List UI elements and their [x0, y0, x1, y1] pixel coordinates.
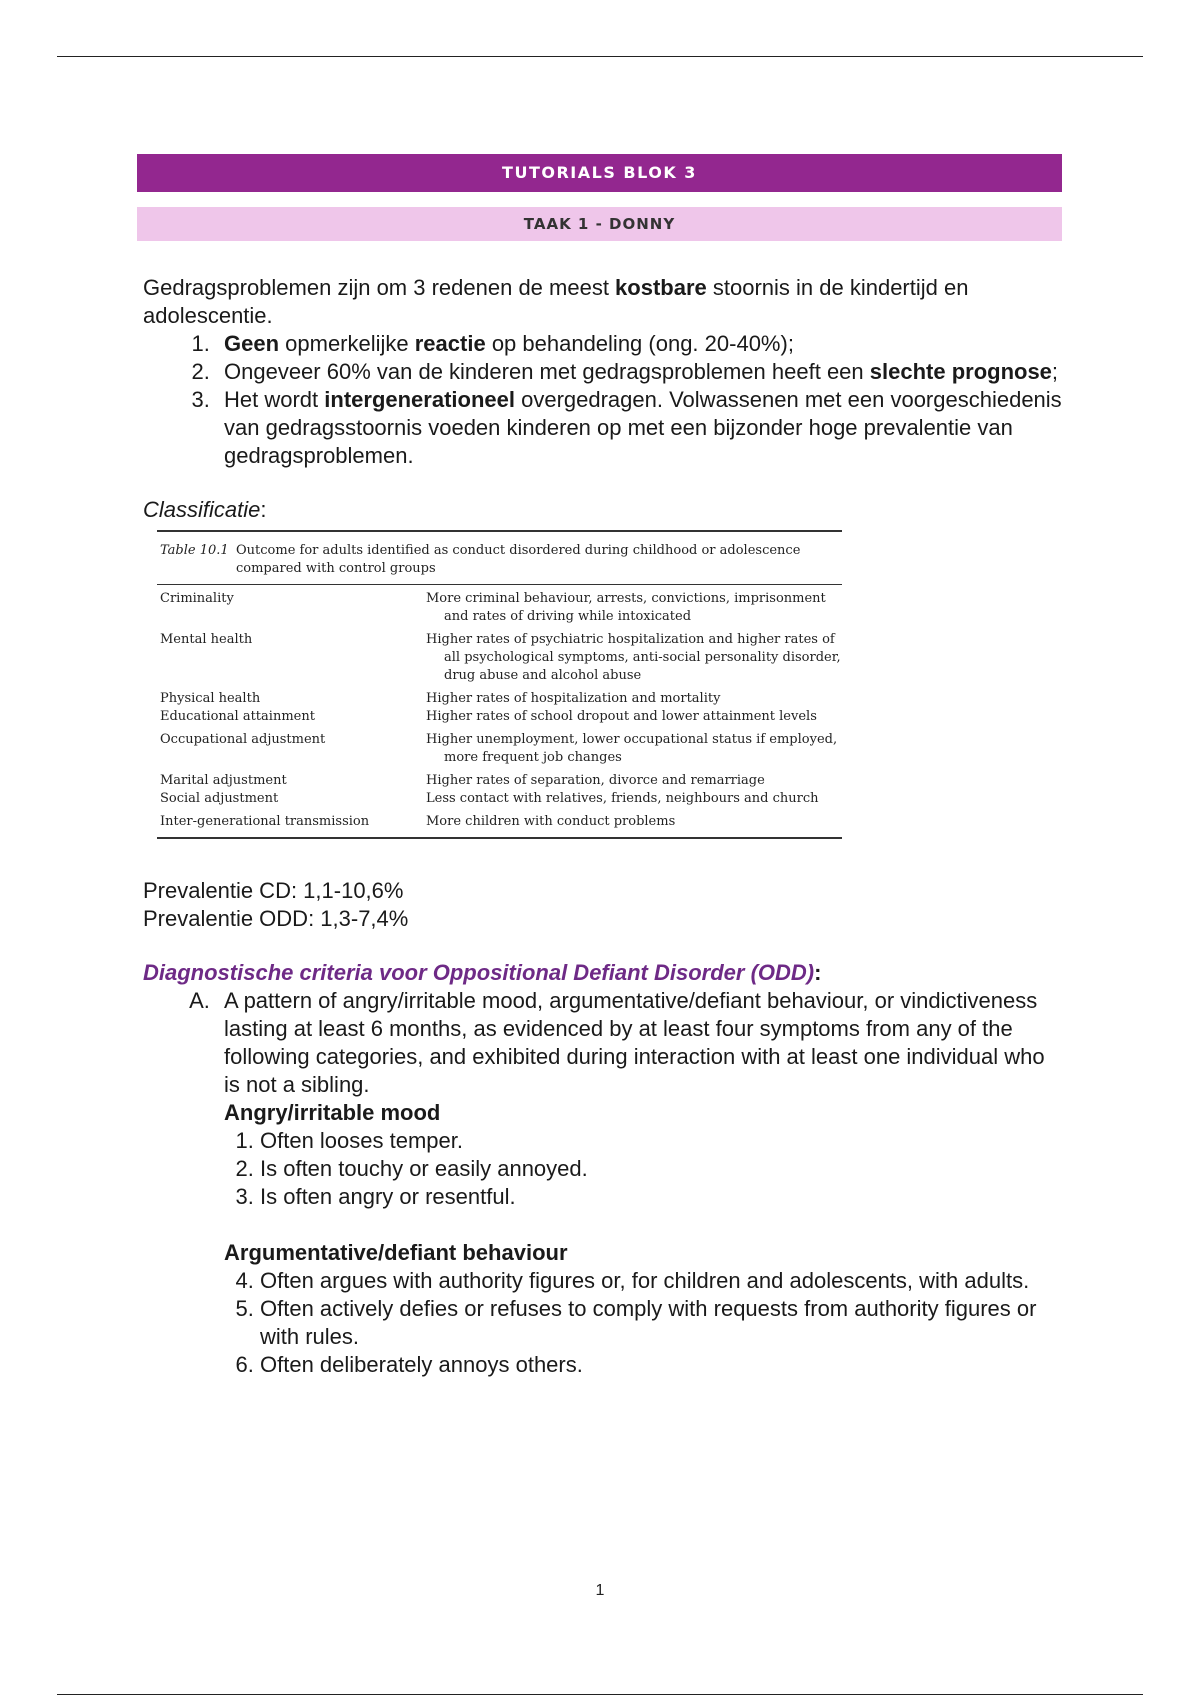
- prevalence-cd: Prevalentie CD: 1,1-10,6%: [143, 878, 404, 903]
- prevalence-block: [143, 877, 1063, 933]
- task-subtitle: TAAK 1 - DONNY: [523, 215, 676, 233]
- list-item: 1. Often looses temper.: [260, 1127, 1063, 1155]
- table-row: Physical health Higher rates of hospitalization and mortality: [160, 691, 721, 706]
- table-row: Mental health Higher rates of psychiatric hospitalization and higher rates of all psychological symptoms, anti-social personality disorder, drug abuse and alcohol abuse: [160, 632, 841, 683]
- list-item: 5. Often actively defies or refuses to comply with requests from authority figures or with rules.: [260, 1295, 1063, 1351]
- spacer: [224, 1211, 1063, 1239]
- table-row: Social adjustment Less contact with relatives, friends, neighbours and church: [160, 791, 819, 806]
- table-row: Inter-generational transmission More children with conduct problems: [160, 814, 676, 829]
- table-caption-text: Outcome for adults identified as conduct disordered during childhood or adolescence compared with control groups: [236, 543, 801, 576]
- classification-label: Classificatie:: [143, 497, 267, 522]
- list-item: 4. Often argues with authority figures or, for children and adolescents, with adults.: [260, 1267, 1063, 1295]
- task-subtitle-banner: [137, 207, 1062, 241]
- list-item: 3. Is often angry or resentful.: [260, 1183, 1063, 1211]
- outcome-table: [160, 585, 842, 831]
- page-number: 1: [595, 1582, 605, 1599]
- table-row: Occupational adjustment Higher unemployment, lower occupational status if employed, more frequent job changes: [160, 732, 838, 765]
- table-row: Marital adjustment Higher rates of separation, divorce and remarriage: [160, 773, 765, 788]
- angry-mood-symptoms: [224, 1127, 1063, 1211]
- odd-criteria-list: [143, 987, 1063, 1379]
- odd-criteria-heading: Diagnostische criteria voor Oppositional Defiant Disorder (ODD):: [143, 960, 822, 985]
- argumentative-symptoms: [224, 1267, 1063, 1379]
- table-caption-label: Table 10.1: [160, 543, 229, 558]
- document-title: TUTORIALS BLOK 3: [502, 163, 697, 182]
- document-title-banner: [137, 154, 1062, 192]
- list-item: 2. Is often touchy or easily annoyed.: [260, 1155, 1063, 1183]
- table-caption: [143, 532, 840, 584]
- table-row: Criminality More criminal behaviour, arrests, convictions, imprisonment and rates of driving while intoxicated: [160, 591, 826, 624]
- table-bottom-rule: [157, 837, 842, 839]
- header-rule: [57, 56, 1143, 57]
- group-title-argumentative: Argumentative/defiant behaviour: [224, 1240, 568, 1265]
- intro-paragraph: Gedragsproblemen zijn om 3 redenen de meest kostbare stoornis in de kindertijd en adolescentie.: [143, 275, 969, 328]
- list-item: 2. Ongeveer 60% van de kinderen met gedragsproblemen heeft een slechte prognose;: [216, 358, 1063, 386]
- document-body: [143, 274, 1063, 1379]
- list-item: 1. Geen opmerkelijke reactie op behandeling (ong. 20-40%);: [216, 330, 1063, 358]
- table-row: Educational attainment Higher rates of school dropout and lower attainment levels: [160, 709, 817, 724]
- list-item: 3. Het wordt intergenerationeel overgedragen. Volwassenen met een voorgeschiedenis van gedragsstoornis voeden kinderen op met een bijzonder hoge prevalentie van gedragsproblemen.: [216, 386, 1063, 470]
- footer-rule: [57, 1694, 1143, 1695]
- outcome-table-figure: [143, 530, 843, 839]
- criterion-a: A. A pattern of angry/irritable mood, argumentative/defiant behaviour, or vindictiveness lasting at least 6 months, as evidenced by at least four symptoms from any of the following categories, and exhibited during interaction with at least one individual who is not a sibling. Angry/irritable mood 1. Often looses temper. 2. Is often touchy or easily annoyed. 3. Is often angry or resentful. Argumentative/defiant behaviour 4. Often argues with authority figures or, for children and adolescents, with adults. 5. Often actively defies or refuses to comply with requests from authority figures or with rules. 6. Often deliberately annoys others.: [216, 987, 1063, 1379]
- group-title-angry-mood: Angry/irritable mood: [224, 1100, 441, 1125]
- list-item: 6. Often deliberately annoys others.: [260, 1351, 1063, 1379]
- reasons-list: [143, 330, 1063, 470]
- prevalence-odd: Prevalentie ODD: 1,3-7,4%: [143, 906, 409, 931]
